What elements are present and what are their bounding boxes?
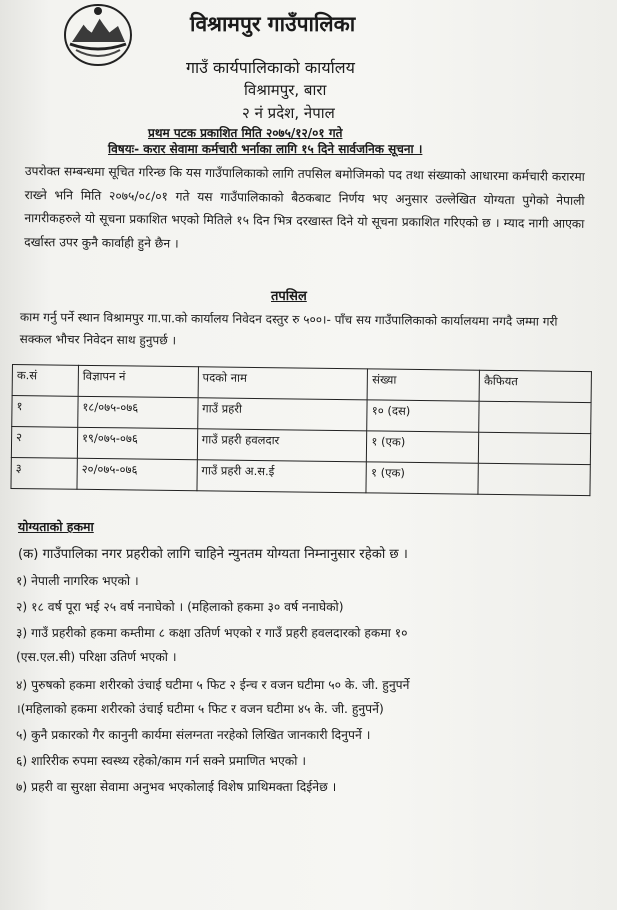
qualification-item: (एस.एल.सी) परिक्षा उतिर्ण भएको । [16, 650, 177, 664]
publish-date-line: प्रथम पटक प्रकाशित मिति २०७५/१२/०१ गते [148, 126, 343, 140]
intro-paragraph: उपरोक्त सम्बन्धमा सूचित गरिन्छ कि यस गाउँपालिकाको लागि तपसिल बमोजिमको पद तथा संख्याको आधारमा कर्मचारी करारमा राख्ने भनि मिति २०७५/०८/०१ गते यस गाउँपालिकाको बैठकबाट निर्णय भए अनुसार उल्लेखित योग्यता पुगेको नेपाली नागरीकहरुले यो सूचना प्रकाशित भएको मितिले १५ दिन भित्र दरखास्त दिने यो सूचना प्रकाशित गरिएको छ । म्याद नागी आएका दर्खास्त उपर कुनै कार्वाही हुने छैन । [24, 163, 585, 251]
cell-count: १ (एक) [367, 431, 479, 463]
qualification-item: १) नेपाली नागरिक भएको । [16, 574, 139, 588]
col-header-sn: क.सं [12, 365, 78, 397]
col-header-count: संख्या [367, 369, 479, 401]
notice-subject: विषयः- करार सेवामा कर्मचारी भर्नाका लागि १५ दिने सार्वजनिक सूचना । [108, 142, 423, 156]
col-header-remarks: कैफियत [479, 370, 591, 402]
qualification-item: ७) प्रहरी वा सुरक्षा सेवामा अनुभव भएकोलाई विशेष प्राथिमक्ता दिईनेछ । [16, 780, 337, 794]
qualification-item: ३) गाउँ प्रहरीको हकमा कम्तीमा ८ कक्षा उतिर्ण भएको र गाउँ प्रहरी हवलदारको हकमा १० [16, 626, 408, 640]
tapsil-heading: तपसिल [271, 289, 307, 304]
cell-ad-no: २०/०७५-०७६ [77, 458, 197, 490]
cell-remarks [478, 432, 590, 464]
office-address: विश्रामपुर, बारा [244, 81, 327, 99]
application-paragraph: काम गर्नु पर्ने स्थान विश्रामपुर गा.पा.को कार्यालय निवेदन दस्तुर रु ५००।- पाँच सय गाउँपालिकाको कार्यालयमा नगदै जम्मा गरी सक्कल भौचर निवेदन साथ हुनुपर्छ । [19, 309, 558, 348]
cell-post: गाउँ प्रहरी अ.स.ई [197, 460, 367, 493]
col-header-post: पदको नाम [198, 367, 368, 400]
qualification-item: ४) पुरुषको हकमा शरीरको उंचाई घटीमा ५ फिट २ ईन्च र वजन घटीमा ५० के. जी. हुनुपर्ने [16, 678, 410, 692]
cell-ad-no: १९/०७५-०७६ [77, 427, 197, 459]
cell-ad-no: १८/०७५-०७६ [78, 396, 198, 428]
col-header-ad-no: विज्ञापन नं [78, 365, 198, 397]
office-name: विश्रामपुर गाउँपालिका [190, 12, 356, 36]
cell-sn: २ [11, 427, 77, 459]
cell-sn: १ [12, 396, 78, 428]
cell-sn: ३ [11, 457, 77, 489]
cell-count: १ (एक) [366, 462, 478, 494]
cell-post: गाउँ प्रहरी [197, 398, 367, 431]
qualification-heading: योग्यताको हकमा [18, 519, 94, 534]
office-subtitle: गाउँ कार्यपालिकाको कार्यालय [186, 58, 355, 77]
qualification-item: २) १८ वर्ष पूरा भई २५ वर्ष ननाघेको । (महिलाको हकमा ३० वर्ष ननाघेको) [16, 600, 344, 614]
vacancy-table [10, 364, 591, 496]
cell-post: गाउँ प्रहरी हवलदार [197, 429, 367, 462]
office-province: २ नं प्रदेश, नेपाल [242, 104, 335, 122]
cell-count: १० (दस) [367, 400, 479, 432]
nepal-emblem-logo [62, 2, 134, 68]
cell-remarks [478, 463, 590, 495]
qualification-item: ६) शारिरीक रुपमा स्वस्थ्य रहेको/काम गर्न सक्ने प्रमाणित भएको । [16, 754, 306, 768]
qualification-intro: (क) गाउँपालिका नगर प्रहरीको लागि चाहिने न्युनतम योग्यता निम्नानुसार रहेको छ । [18, 547, 408, 562]
table-row [11, 457, 590, 495]
cell-remarks [479, 401, 591, 433]
qualification-item: ५) कुनै प्रकारको गैर कानुनी कार्यमा संलग्नता नरहेको लिखित जानकारी दिनुपर्ने । [16, 728, 371, 742]
qualification-item: ।(महिलाको हकमा शरीरको उंचाई घटीमा ५ फिट र वजन घटीमा ४५ के. जी. हुनुपर्ने) [16, 702, 384, 716]
